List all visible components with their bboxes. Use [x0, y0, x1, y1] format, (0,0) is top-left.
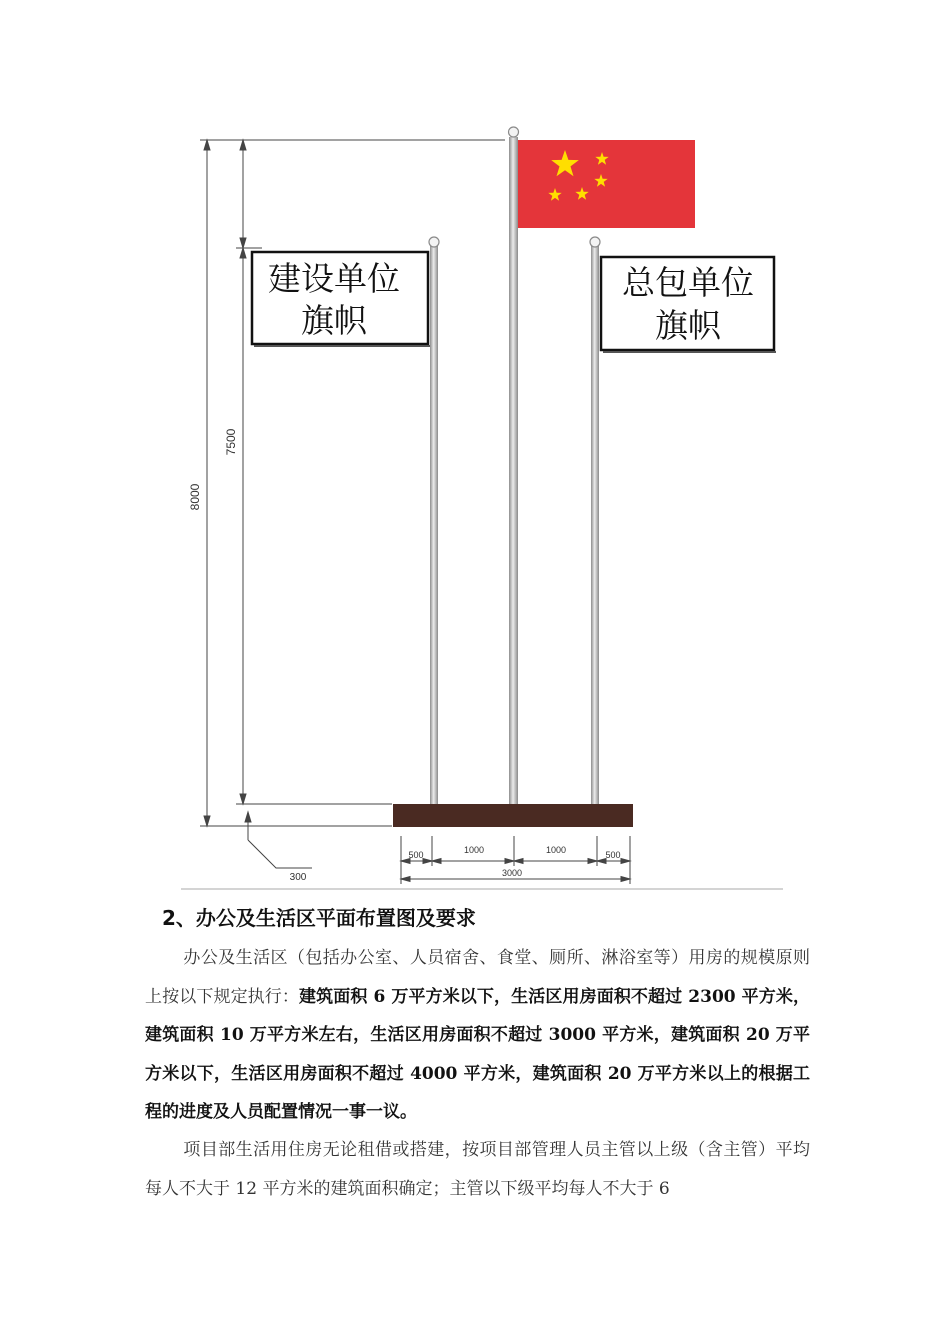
- dim-500-left-label: 500: [408, 850, 424, 860]
- dim-8000-label: 8000: [188, 483, 202, 511]
- paragraph-housing: [145, 1131, 810, 1208]
- paragraph-housing-text: 项目部生活用住房无论租借或搭建，按项目部管理人员主管以上级（含主管）平均每人不大于 12 平方米的建筑面积确定；主管以下级平均每人不大于 6: [145, 1140, 810, 1199]
- national-flag: [518, 140, 695, 228]
- dim-1000-right-label: 1000: [545, 845, 567, 855]
- paragraph-office-area-bold: 建筑面积 6 万平方米以下，生活区用房面积不超过 2300 平方米，建筑面积 10 万平方米左右，生活区用房面积不超过 3000 平方米，建筑面积 20 万平方米以下，生活区用房面积不超过 4000 平方米，建筑面积 20 万平方米以上的根据工程的进度及人员配置情况一事一议。: [145, 986, 810, 1122]
- center-pole-finial: [509, 127, 519, 137]
- left-pole-finial: [429, 237, 439, 247]
- dim-1000-left-label: 1000: [463, 845, 485, 855]
- dim-500-right-label: 500: [605, 850, 621, 860]
- right-sign-line2: 旗帜: [655, 306, 721, 345]
- right-sign-line1: 总包单位: [622, 263, 754, 302]
- flagpole-base: [393, 804, 633, 827]
- section-heading: 2、办公及生活区平面布置图及要求: [162, 906, 476, 930]
- dim-300-label: 300: [289, 872, 307, 883]
- dim-3000-label: 3000: [501, 868, 523, 878]
- paragraph-office-area: [145, 939, 810, 1132]
- left-sign: [252, 252, 430, 346]
- left-sign-line2: 旗帜: [301, 301, 367, 340]
- right-pole: [591, 246, 599, 804]
- right-pole-finial: [590, 237, 600, 247]
- center-pole: [509, 137, 518, 804]
- left-sign-line1: 建设单位: [268, 259, 400, 298]
- right-sign: [601, 257, 776, 352]
- dim-7500-label: 7500: [224, 428, 238, 456]
- paragraph-office-area-text: 办公及生活区（包括办公室、人员宿舍、食堂、厕所、淋浴室等）用房的规模原则上按以下规定执行：: [145, 948, 810, 1007]
- height-dimension-lines: [200, 140, 505, 868]
- left-pole: [430, 246, 438, 804]
